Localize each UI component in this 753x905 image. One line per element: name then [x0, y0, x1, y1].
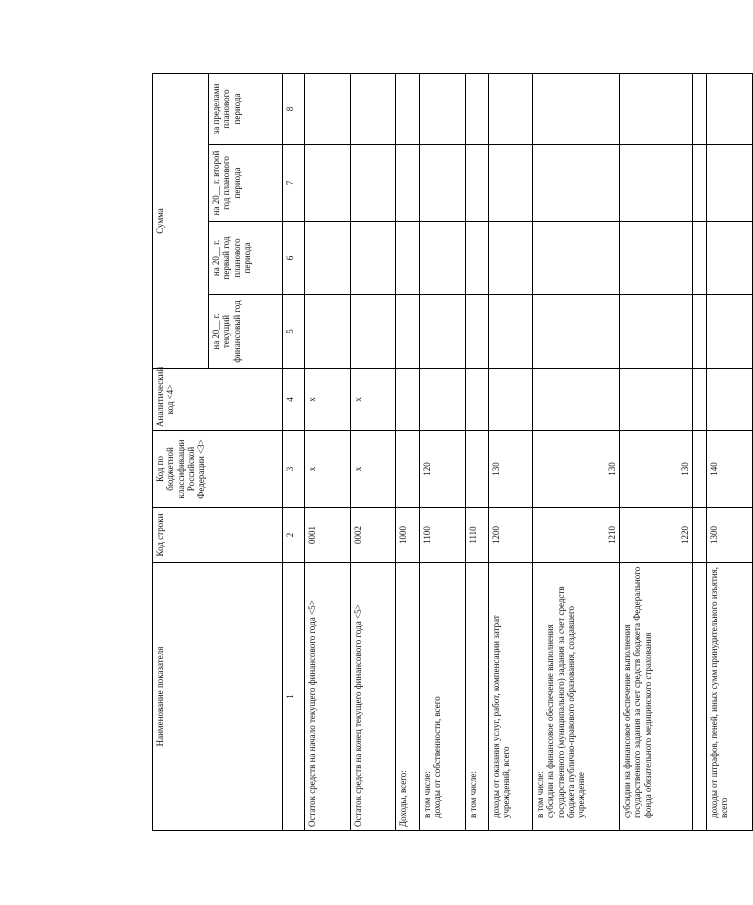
col-number: 5: [283, 295, 305, 369]
row-analytic-code: x: [351, 369, 396, 431]
col-number: 4: [283, 369, 305, 431]
row-sum-cell: [620, 295, 693, 369]
row-sum-cell: [489, 145, 533, 222]
row-name: доходы от штрафов, пеней, иных сумм принудительного изъятия, всего: [707, 563, 753, 831]
income-plan-table: [152, 73, 753, 831]
row-sum-cell: [620, 145, 693, 222]
header-line-code: Код строки: [153, 508, 283, 563]
row-sum-cell: [466, 145, 489, 222]
row-analytic-code: [533, 369, 620, 431]
row-sum-cell: [396, 145, 420, 222]
row-sum-cell: [305, 222, 351, 295]
header-col8: за пределами планового периода: [209, 73, 283, 144]
rotated-table-page: [152, 74, 730, 831]
col-number: 8: [283, 73, 305, 144]
row-sum-cell: [466, 73, 489, 144]
row-sum-cell: [533, 295, 620, 369]
header-analytic-code: Аналитический код <4>: [153, 369, 283, 431]
row-budget-code: x: [305, 431, 351, 508]
row-name: в том числе: доходы от собственности, всего: [420, 563, 466, 831]
row-line-code: 0002: [351, 508, 396, 563]
row-line-code: 1210: [533, 508, 620, 563]
row-line-code: 1000: [396, 508, 420, 563]
col-number: 3: [283, 431, 305, 508]
row-sum-cell: [351, 295, 396, 369]
row-budget-code: [693, 431, 707, 508]
row-sum-cell: [466, 295, 489, 369]
row-sum-cell: [420, 295, 466, 369]
row-sum-cell: [420, 145, 466, 222]
col-number: 6: [283, 222, 305, 295]
header-budget-code: Код по бюджетной классификации Российской Федерации <3>: [153, 431, 283, 508]
row-budget-code: 130: [489, 431, 533, 508]
table-row: [707, 73, 753, 830]
row-analytic-code: [693, 369, 707, 431]
row-sum-cell: [305, 73, 351, 144]
row-sum-cell: [533, 222, 620, 295]
row-line-code: 1100: [420, 508, 466, 563]
row-budget-code: [396, 431, 420, 508]
table-row: [351, 73, 396, 830]
row-analytic-code: [420, 369, 466, 431]
row-name: доходы от оказания услуг, работ, компенсации затрат учреждений, всего: [489, 563, 533, 831]
row-line-code: 1220: [620, 508, 693, 563]
table-row: [396, 73, 420, 830]
row-name: в том числе:: [466, 563, 489, 831]
row-sum-cell: [707, 295, 753, 369]
row-budget-code: 130: [533, 431, 620, 508]
row-analytic-code: [707, 369, 753, 431]
row-analytic-code: x: [305, 369, 351, 431]
row-sum-cell: [420, 222, 466, 295]
row-budget-code: 120: [420, 431, 466, 508]
header-col7: на 20__ г. второй год планового периода: [209, 145, 283, 222]
row-budget-code: [466, 431, 489, 508]
col-number: 7: [283, 145, 305, 222]
row-line-code: 1110: [466, 508, 489, 563]
row-sum-cell: [620, 73, 693, 144]
row-sum-cell: [533, 145, 620, 222]
row-budget-code: 130: [620, 431, 693, 508]
row-name: [693, 563, 707, 831]
row-budget-code: x: [351, 431, 396, 508]
row-sum-cell: [351, 222, 396, 295]
row-sum-cell: [420, 73, 466, 144]
row-sum-cell: [489, 295, 533, 369]
table-row: [533, 73, 620, 830]
row-sum-cell: [396, 73, 420, 144]
row-sum-cell: [707, 222, 753, 295]
table-row: [420, 73, 466, 830]
row-line-code: [693, 508, 707, 563]
row-name: Доходы, всего:: [396, 563, 420, 831]
row-sum-cell: [693, 295, 707, 369]
table-row: [693, 73, 707, 830]
row-sum-cell: [707, 145, 753, 222]
header-col6: на 20__ г. первый год планового периода: [209, 222, 283, 295]
table-row: [305, 73, 351, 830]
col-number: 1: [283, 563, 305, 831]
row-line-code: 1200: [489, 508, 533, 563]
row-sum-cell: [489, 73, 533, 144]
column-numbers-row: [283, 73, 305, 830]
row-sum-cell: [351, 145, 396, 222]
row-sum-cell: [693, 222, 707, 295]
row-budget-code: 140: [707, 431, 753, 508]
row-sum-cell: [466, 222, 489, 295]
row-line-code: 0001: [305, 508, 351, 563]
header-row-1: [153, 73, 209, 830]
row-sum-cell: [305, 145, 351, 222]
row-sum-cell: [396, 295, 420, 369]
row-analytic-code: [396, 369, 420, 431]
row-sum-cell: [489, 222, 533, 295]
row-sum-cell: [707, 73, 753, 144]
row-sum-cell: [620, 222, 693, 295]
header-name: Наименование показателя: [153, 563, 283, 831]
row-sum-cell: [693, 145, 707, 222]
row-line-code: 1300: [707, 508, 753, 563]
row-sum-cell: [396, 222, 420, 295]
row-sum-cell: [351, 73, 396, 144]
row-sum-cell: [305, 295, 351, 369]
table-row: [466, 73, 489, 830]
row-analytic-code: [489, 369, 533, 431]
row-analytic-code: [466, 369, 489, 431]
row-name: в том числе: субсидии на финансовое обеспечение выполнения государственного (муниципального) задания за счет средств бюджета публично-правового образования, создавшего учреждение: [533, 563, 620, 831]
row-name: субсидии на финансовое обеспечение выполнения государственного задания за счет средств бюджета Федерального фонда обязательного медицинского страхования: [620, 563, 693, 831]
col-number: 2: [283, 508, 305, 563]
table-row: [620, 73, 693, 830]
header-sum: Сумма: [153, 73, 209, 368]
row-sum-cell: [693, 73, 707, 144]
row-sum-cell: [533, 73, 620, 144]
row-analytic-code: [620, 369, 693, 431]
row-name: Остаток средств на начало текущего финансового года <5>: [305, 563, 351, 831]
row-name: Остаток средств на конец текущего финансового года <5>: [351, 563, 396, 831]
header-col5: на 20__ г. текущий финансовый год: [209, 295, 283, 369]
table-row: [489, 73, 533, 830]
